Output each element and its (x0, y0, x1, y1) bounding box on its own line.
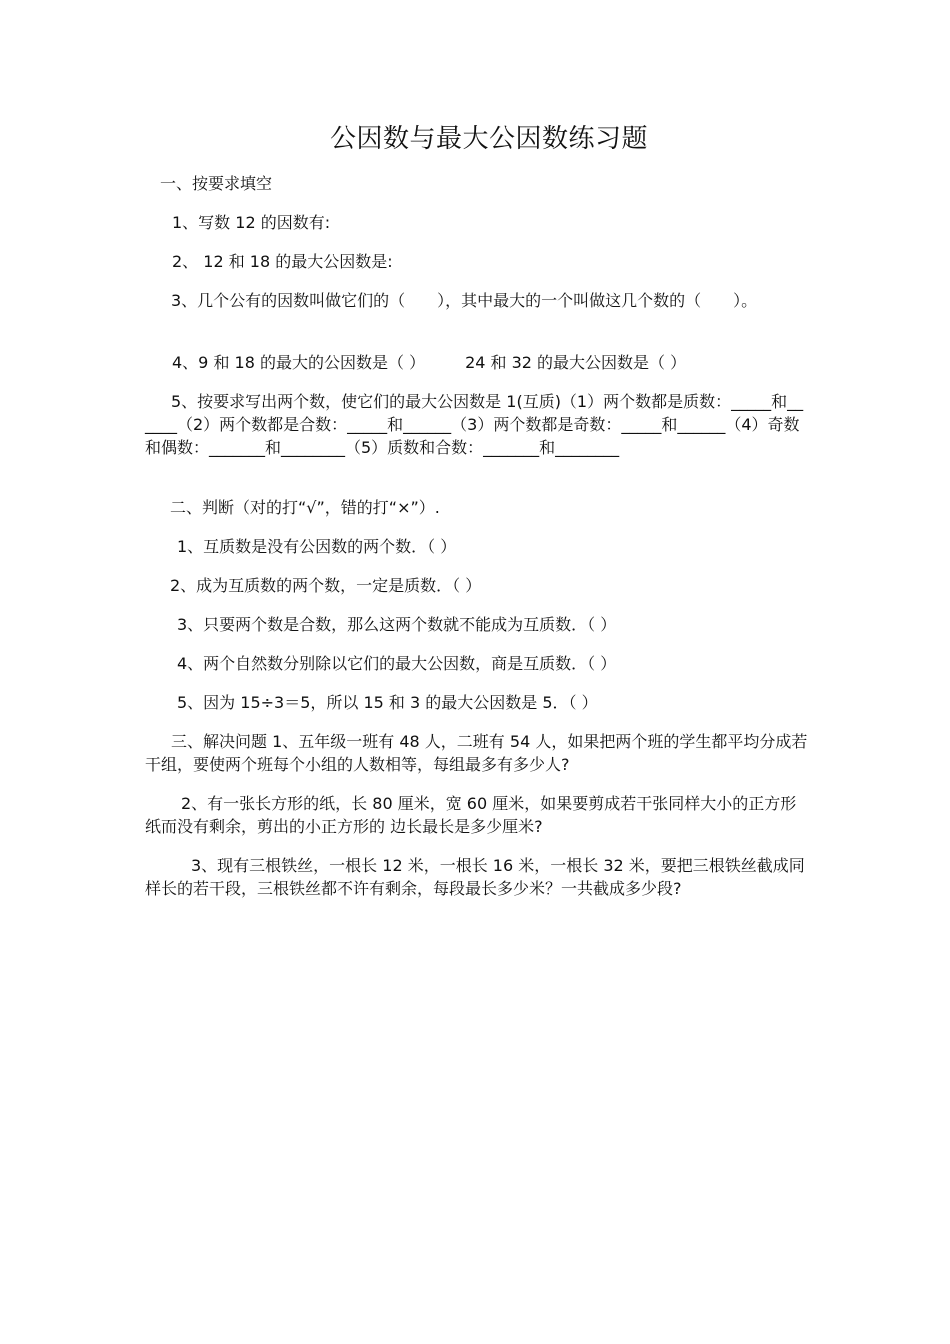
question-item: 3、几个公有的因数叫做它们的（ ），其中最大的一个叫做这几个数的（ ）。 (171, 291, 758, 310)
word-problem: 三、解决问题 1、五年级一班有 48 人，二班有 54 人，如果把两个班的学生都平均分成若干组，要使两个班每个小组的人数相等，每组最多有多少人? (145, 732, 808, 774)
section-heading-fill-blank: 一、按要求填空 (160, 174, 273, 193)
section-heading-true-false: 二、判断（对的打“√”，错的打“×”）. (170, 498, 440, 517)
question-item: 2、 12 和 18 的最大公因数是: (172, 252, 393, 271)
judgment-item: 4、两个自然数分别除以它们的最大公因数，商是互质数．（ ） (177, 654, 617, 673)
question-item: 4、9 和 18 的最大的公因数是（ ） 24 和 32 的最大公因数是（ ） (172, 353, 687, 372)
judgment-item: 2、成为互质数的两个数，一定是质数．（ ） (170, 576, 482, 595)
judgment-item: 1、互质数是没有公因数的两个数．（ ） (177, 537, 457, 556)
question-item: 5、按要求写出两个数，使它们的最大公因数是 1(互质)（1）两个数都是质数：_____和______（2）两个数都是合数：_____和______（3）两个数都是奇数：_____和______（4）奇数和偶数：_______和________（5）质数和合数：_______和________ (145, 392, 804, 457)
judgment-item: 3、只要两个数是合数，那么这两个数就不能成为互质数．（ ） (177, 615, 617, 634)
word-problem: 2、有一张长方形的纸，长 80 厘米，宽 60 厘米，如果要剪成若干张同样大小的正方形纸而没有剩余，剪出的小正方形的 边长最长是多少厘米? (145, 794, 797, 836)
page-title: 公因数与最大公因数练习题 (329, 124, 648, 154)
judgment-item: 5、因为 15÷3＝5，所以 15 和 3 的最大公因数是 5．（ ） (177, 693, 598, 712)
question-item: 1、写数 12 的因数有: (172, 213, 331, 232)
word-problem: 3、现有三根铁丝，一根长 12 米，一根长 16 米，一根长 32 米，要把三根铁丝截成同样长的若干段，三根铁丝都不许有剩余，每段最长多少米？一共截成多少段? (145, 856, 805, 898)
